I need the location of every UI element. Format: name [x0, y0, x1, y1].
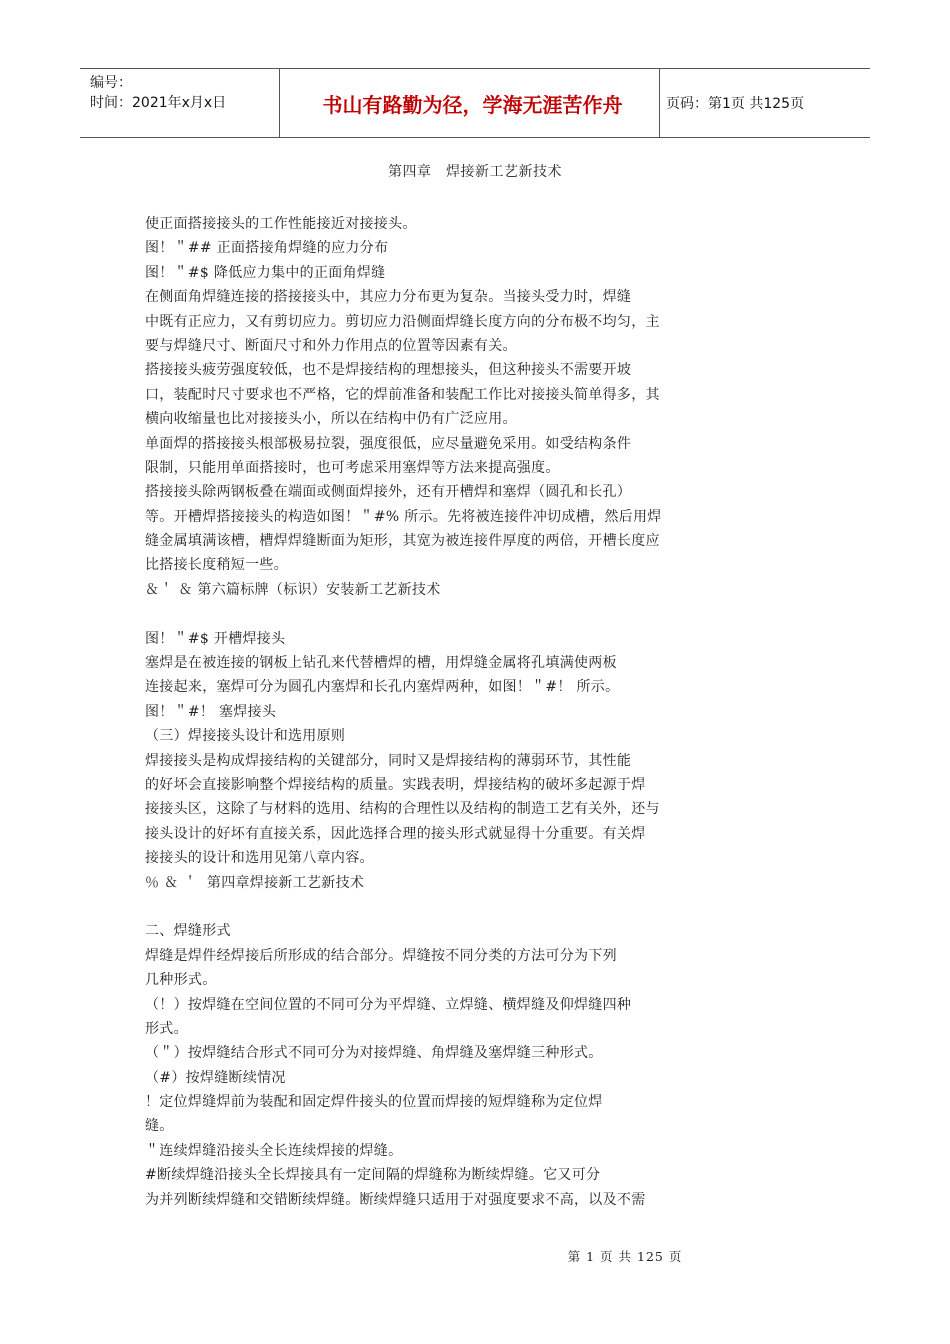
text-line: #断续焊缝沿接头全长焊接具有一定间隔的焊缝称为断续焊缝。它又可分 [145, 1167, 601, 1184]
text-line: （三）焊接接头设计和选用原则 [145, 728, 346, 745]
text-line: 图！＂## 正面搭接角焊缝的应力分布 [145, 240, 389, 257]
text-line: 比搭接长度稍短一些。 [145, 557, 288, 574]
body-text [145, 212, 760, 1212]
header-motto: 书山有路勤为径，学海无涯苦作舟 [322, 92, 623, 117]
text-line: 在侧面角焊缝连接的搭接接头中，其应力分布更为复杂。当接头受力时，焊缝 [145, 289, 632, 306]
text-line: 横向收缩量也比对接接头小，所以在结构中仍有广泛应用。 [145, 411, 517, 428]
text-line: ＆＇ ＆ 第六篇标牌（标识）安装新工艺新技术 [145, 581, 441, 598]
header-page-info: 页码：第1页 共125页 [666, 96, 805, 112]
text-line: （！）按焊缝在空间位置的不同可分为平焊缝、立焊缝、横焊缝及仰焊缝四种 [145, 996, 632, 1013]
text-line: 图！＂#！ 塞焊接头 [145, 703, 277, 720]
text-line: 接接头区，这除了与材料的选用、结构的合理性以及结构的制造工艺有关外，还与 [145, 801, 660, 818]
text-line: 中既有正应力，又有剪切应力。剪切应力沿侧面焊缝长度方向的分布极不均匀，主 [145, 313, 660, 330]
text-line: 塞焊是在被连接的钢板上钻孔来代替槽焊的槽，用焊缝金属将孔填满使两板 [145, 655, 617, 672]
page-footer: 第 1 页 共 125 页 [567, 1249, 683, 1264]
header-meta [90, 73, 280, 113]
text-line: 图！＂#$ 开槽焊接头 [145, 630, 286, 647]
text-line: 搭接接头疲劳强度较低，也不是焊接结构的理想接头，但这种接头不需要开坡 [145, 362, 632, 379]
text-line [145, 895, 760, 919]
header-table [80, 68, 870, 138]
text-line [145, 602, 760, 626]
text-line: 为并列断续焊缝和交错断续焊缝。断续焊缝只适用于对强度要求不高，以及不需 [145, 1191, 646, 1208]
document-number: 编号： [90, 75, 132, 91]
document-date: 时间：2021年x月x日 [90, 95, 227, 111]
text-line: 等。开槽焊搭接接头的构造如图！＂#% 所示。先将被连接件冲切成槽，然后用焊 [145, 508, 662, 525]
text-line: ＂连续焊缝沿接头全长连续焊接的焊缝。 [145, 1142, 403, 1159]
text-line: 图！＂#$ 降低应力集中的正面角焊缝 [145, 264, 386, 281]
text-line: 接接头的设计和选用见第八章内容。 [145, 850, 374, 867]
text-line: 二、焊缝形式 [145, 923, 231, 940]
text-line: 使正面搭接接头的工作性能接近对接接头。 [145, 216, 417, 232]
text-line: 几种形式。 [145, 972, 217, 989]
text-line: 口，装配时尺寸要求也不严格，它的焊前准备和装配工作比对接接头简单得多，其 [145, 386, 660, 403]
text-line: 焊接接头是构成焊接结构的关键部分，同时又是焊接结构的薄弱环节，其性能 [145, 752, 632, 769]
text-line: 焊缝是焊件经焊接后所形成的结合部分。焊缝按不同分类的方法可分为下列 [145, 947, 617, 964]
text-line: 缝金属填满该槽，槽焊焊缝断面为矩形，其宽为被连接件厚度的两倍，开槽长度应 [145, 533, 660, 550]
text-line: 形式。 [145, 1020, 188, 1037]
text-line: 要与焊缝尺寸、断面尺寸和外力作用点的位置等因素有关。 [145, 337, 517, 354]
text-line: 单面焊的搭接接头根部极易拉裂，强度很低，应尽量避免采用。如受结构条件 [145, 435, 632, 452]
text-line: 接头设计的好坏有直接关系，因此选择合理的接头形式就显得十分重要。有关焊 [145, 825, 646, 842]
text-line: （#）按焊缝断续情况 [145, 1069, 286, 1086]
text-line: ％ ＆ ＇ 第四章焊接新工艺新技术 [145, 874, 365, 891]
text-line: 连接起来，塞焊可分为圆孔内塞焊和长孔内塞焊两种，如图！＂#！ 所示。 [145, 679, 620, 696]
text-line: ！定位焊缝焊前为装配和固定焊件接头的位置而焊接的短焊缝称为定位焊 [145, 1094, 603, 1111]
text-line: 限制，只能用单面搭接时，也可考虑采用塞焊等方法来提高强度。 [145, 459, 560, 476]
text-line: （＂）按焊缝结合形式不同可分为对接焊缝、角焊缝及塞焊缝三种形式。 [145, 1045, 603, 1062]
text-line: 缝。 [145, 1118, 174, 1135]
text-line: 的好坏会直接影响整个焊接结构的质量。实践表明，焊接结构的破坏多起源于焊 [145, 776, 646, 793]
chapter-title: 第四章 焊接新工艺新技术 [388, 164, 562, 180]
text-line: 搭接接头除两钢板叠在端面或侧面焊接外，还有开槽焊和塞焊（圆孔和长孔） [145, 484, 632, 501]
